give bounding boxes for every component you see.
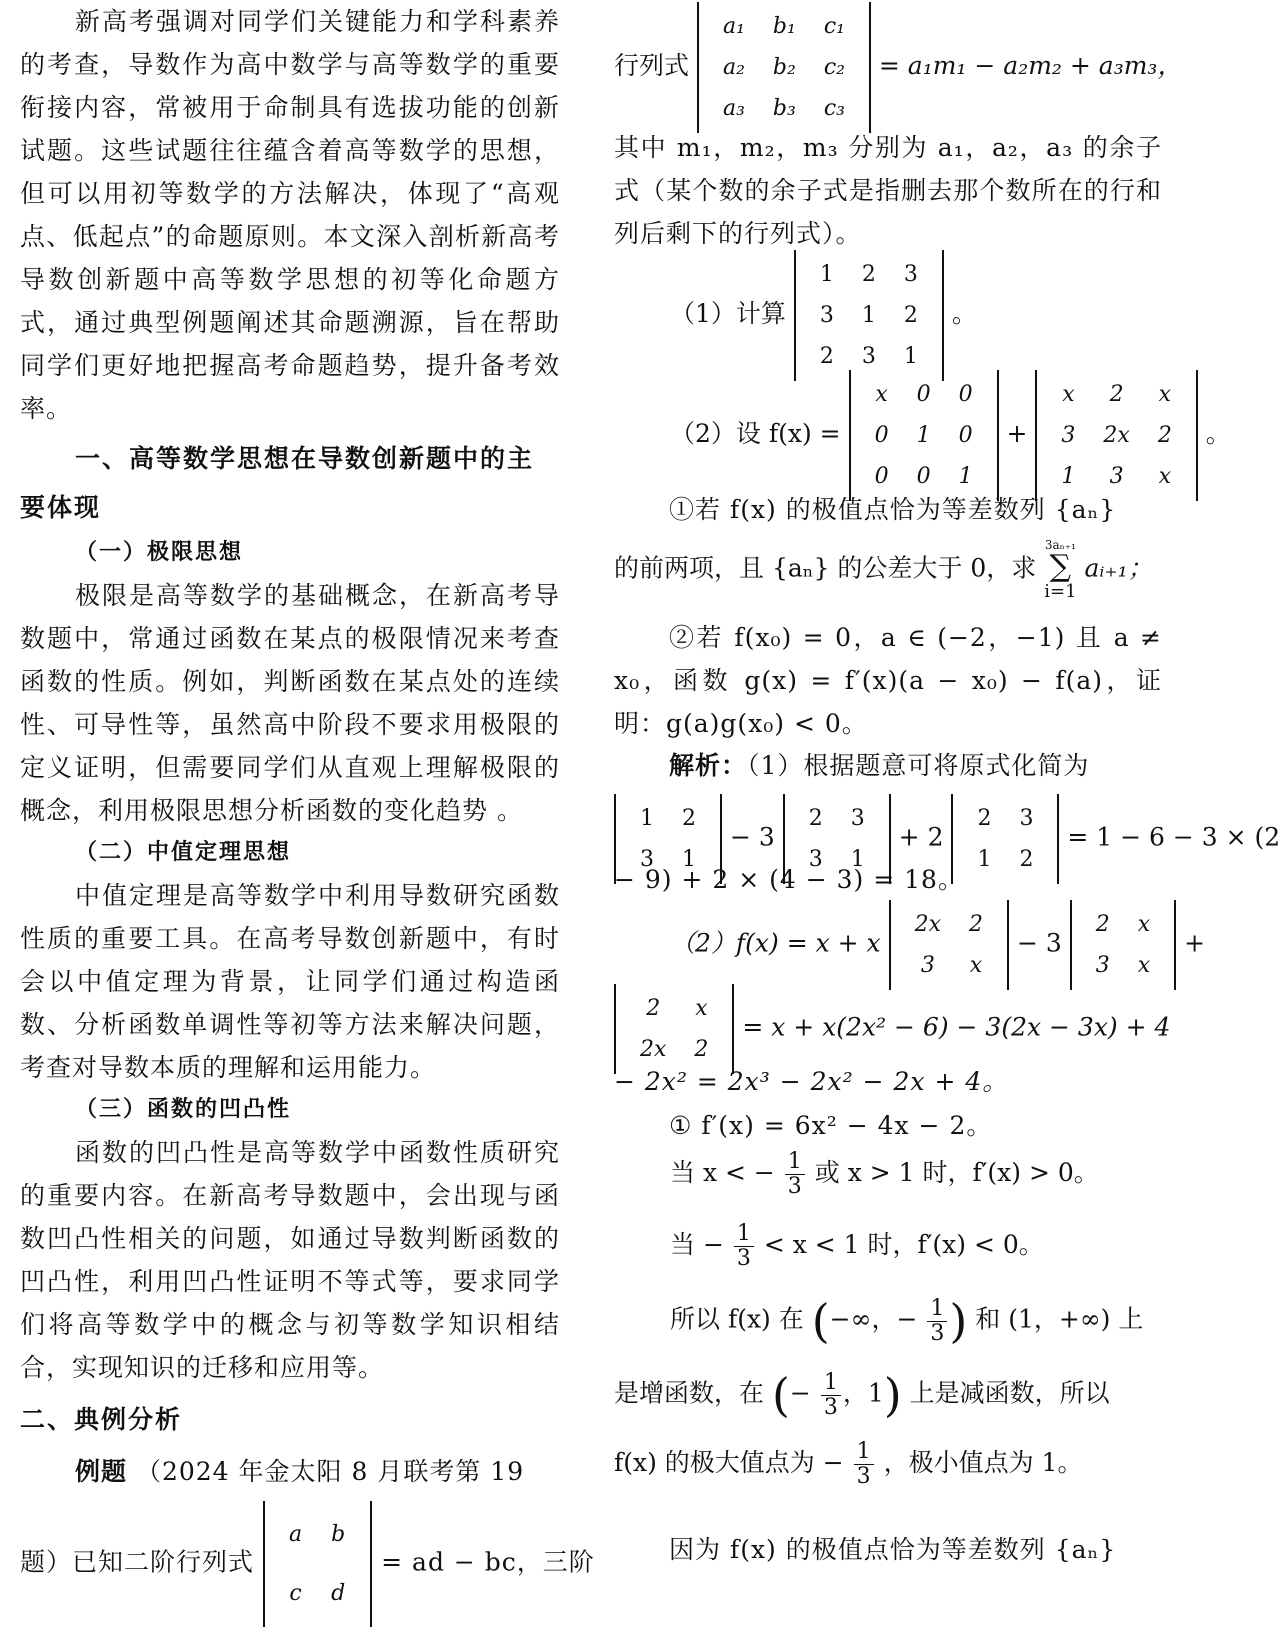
det-cell: 0 xyxy=(916,464,931,489)
det-cell: b₃ xyxy=(772,96,796,121)
fraction xyxy=(785,1150,805,1199)
det-cell: 1 xyxy=(916,423,931,448)
interval-text: 所以 f(x) 在 xyxy=(670,1304,804,1334)
det-cell: b xyxy=(331,1522,347,1547)
det-cell: 0 xyxy=(958,423,973,448)
solution-1-text: （1）根据题意可将原式化简为 xyxy=(747,751,1090,780)
sum-lower-limit: i=1 xyxy=(1044,581,1077,602)
det-sol2-b xyxy=(1070,900,1176,990)
det-cell: 2 xyxy=(977,806,992,831)
right-paren-icon: ) xyxy=(883,1368,902,1422)
subsection-1-title: （一）极限思想 xyxy=(75,540,244,565)
det-cell: 3 xyxy=(861,344,876,369)
increase-condition xyxy=(670,1150,1099,1199)
det-cell: 0 xyxy=(874,423,889,448)
subsection-2-text: 中值定理是高等数学中利用导数研究函数性质的重要工具。在高考导数创新题中，有时会以中值定理为背景，让同学们通过构造函数、分析函数单调性等初等方法来解决问题，考查对导数本质的理解和运用能力。 xyxy=(20,881,560,1082)
det-cell: 3 xyxy=(1109,464,1124,489)
interval-text: ，1 xyxy=(842,1378,884,1408)
left-column xyxy=(20,0,595,1627)
condition-text: 或 x > 1 时，f′(x) > 0。 xyxy=(814,1158,1099,1187)
condition-text: 当 x < − xyxy=(670,1158,775,1187)
fraction-numerator: 1 xyxy=(854,1440,874,1465)
det-cell: d xyxy=(331,1581,347,1606)
operator: − 3 xyxy=(729,822,775,852)
det-cell: a₁ xyxy=(722,14,745,39)
solution-2-label: （2）f(x) = x + x xyxy=(670,928,881,958)
summation xyxy=(1044,538,1076,602)
det-2x2-example xyxy=(263,1501,372,1627)
solution-1-result: = 1 − 6 − 3 × (2 xyxy=(1067,822,1280,852)
question-2 xyxy=(670,370,1231,501)
derivative-line: ① f′(x) = 6x² − 4x − 2。 xyxy=(669,1111,993,1140)
question-2-part-2: ②若 f(x₀) = 0，a ∈ (−2，−1) 且 a ≠ x₀，函数 g(x) = f′(x)(a − x₀) − f(a)，证明：g(a)g(x₀) < 0。 xyxy=(614,623,1162,738)
fraction-denominator: 3 xyxy=(736,1246,751,1271)
det-cell: 1 xyxy=(977,847,992,872)
det-cell: 0 xyxy=(916,382,931,407)
operator: + xyxy=(1184,928,1206,958)
solution-1-end: − 9) + 2 × (4 − 3) = 18。 xyxy=(614,865,964,894)
det-cell: 2 xyxy=(1019,847,1034,872)
det-cell: a xyxy=(288,1522,304,1547)
det-cell: 2 xyxy=(969,912,984,937)
det-cell: 3 xyxy=(640,847,654,872)
example-line-2-pre: 题）已知二阶行列式 xyxy=(20,1547,255,1577)
det-cell: 2 xyxy=(1095,912,1110,937)
det-cell: 2x xyxy=(1103,423,1130,448)
question-1 xyxy=(670,250,977,381)
solution-2-end: − 2x² = 2x³ − 2x² − 2x + 4。 xyxy=(614,1067,1009,1096)
det-cell: 2 xyxy=(694,1037,709,1062)
det-cell: 2 xyxy=(808,806,823,831)
sum-upper-limit: 3aₙ₊₁ xyxy=(1044,538,1076,552)
det-cell: 2 xyxy=(1109,382,1124,407)
det-cell: 3 xyxy=(903,262,918,287)
fraction xyxy=(734,1222,754,1271)
left-paren-icon: ( xyxy=(811,1294,830,1348)
subsection-3-text: 函数的凹凸性是高等数学中函数性质研究的重要内容。在新高考导数题中，会出现与函数凹凸性相关的问题，如通过导数判断函数的凹凸性，利用凹凸性证明不等式等，要求同学们将高等数学中的概念与初等数学知识相结合，实现知识的迁移和应用等。 xyxy=(20,1138,560,1382)
question-2-end: 。 xyxy=(1205,419,1231,448)
det-cell: x xyxy=(969,953,983,978)
det-cell: x xyxy=(1137,953,1151,978)
question-2-label: （2）设 f(x) = xyxy=(670,419,841,448)
det-cell: 2 xyxy=(646,996,661,1021)
det-cell: 2 xyxy=(861,262,876,287)
det-cell: b₂ xyxy=(772,55,796,80)
det-cell: 3 xyxy=(850,806,865,831)
det-cell: x xyxy=(1137,912,1151,937)
monotonic-intervals xyxy=(670,1294,1143,1348)
condition-text: 当 − xyxy=(670,1230,724,1259)
right-paren-icon: ) xyxy=(949,1294,968,1348)
det-cell: 2 xyxy=(903,303,918,328)
det-cell: c xyxy=(289,1581,303,1606)
det-question-1 xyxy=(794,250,944,381)
det-cell: 1 xyxy=(682,847,696,872)
det-cell: 3 xyxy=(808,847,823,872)
question-1-end: 。 xyxy=(951,299,977,328)
question-1-label: （1）计算 xyxy=(670,299,786,328)
interval-text: 上是减函数，所以 xyxy=(909,1378,1110,1408)
decreasing-interval xyxy=(614,1368,1110,1422)
det-cell: 2 xyxy=(819,344,834,369)
fraction-denominator: 3 xyxy=(856,1464,871,1489)
det-cell: 3 xyxy=(1019,806,1034,831)
det-cell: 0 xyxy=(958,382,973,407)
operator: + 2 xyxy=(898,822,944,852)
question-2-part-1-sum xyxy=(614,538,1153,602)
interval-text: 是增函数，在 xyxy=(614,1378,765,1408)
fraction xyxy=(821,1371,841,1420)
left-paren-icon: ( xyxy=(771,1368,790,1422)
fraction-denominator: 3 xyxy=(930,1320,945,1346)
example-line-1 xyxy=(20,1450,560,1493)
solution-1-intro xyxy=(614,744,1162,787)
fraction xyxy=(927,1297,947,1346)
fraction-numerator: 1 xyxy=(734,1222,754,1247)
det-question-2-a xyxy=(849,370,999,501)
example-source: （2024 年金太阳 8 月联考第 19 xyxy=(135,1457,525,1486)
subsection-2-title: （二）中值定理思想 xyxy=(75,840,292,865)
condition-text: < x < 1 时，f′(x) < 0。 xyxy=(763,1230,1044,1259)
det-cell: 3 xyxy=(1095,953,1110,978)
example-line-2-post: = ad − bc，三阶 xyxy=(381,1547,595,1577)
section-1-title: 一、高等数学思想在导数创新题中的主要体现 xyxy=(20,444,535,522)
det-3x3-definition xyxy=(697,2,871,133)
det-cell: 3 xyxy=(920,953,935,978)
intro-paragraph: 新高考强调对同学们关键能力和学科素养的考查，导数作为高中数学与高等数学的重要衔接内容，常被用于命制具有选拔功能的创新试题。这些试题往往蕴含着高等数学的思想，但可以用初等数学的方法解决，体现了“高观点、低起点”的命题原则。本文深入剖析新高考导数创新题中高等数学思想的初等化命题方式，通过典型例题阐述其命题溯源，旨在帮助同学们更好地把握高考命题趋势，提升备考效率。 xyxy=(20,7,560,423)
fraction-numerator: 1 xyxy=(785,1150,805,1175)
final-line: 因为 f(x) 的极值点恰为等差数列 {aₙ} xyxy=(669,1535,1117,1564)
fraction-denominator: 3 xyxy=(787,1174,802,1199)
det-cell: x xyxy=(1062,382,1075,407)
det-cell: a₂ xyxy=(722,55,745,80)
subsection-1-text: 极限是高等数学的基础概念，在新高考导数题中，常通过函数在某点的极限情况来考查函数的性质。例如，判断函数在某点处的连续性、可导性等，虽然高中阶段不要求用极限的定义证明，但需要同学们从直观上理解极限的概念，利用极限思想分析函数的变化趋势 。 xyxy=(20,581,560,825)
det-cell: c₁ xyxy=(823,14,845,39)
example-line-2 xyxy=(20,1501,595,1627)
question-2-part-1: ①若 f(x) 的极值点恰为等差数列 {aₙ} xyxy=(669,495,1117,524)
sigma-symbol: ∑ xyxy=(1049,549,1072,584)
interval-text: 和 (1，+∞) 上 xyxy=(975,1304,1144,1334)
det-cell: c₂ xyxy=(823,55,845,80)
det-cell: 1 xyxy=(861,303,876,328)
decrease-condition xyxy=(670,1222,1044,1271)
det3-definition xyxy=(614,2,1182,133)
solution-label: 解析： xyxy=(669,751,748,780)
det-cell: x xyxy=(875,382,888,407)
sum-line-text: 的前两项，且 {aₙ} 的公差大于 0，求 xyxy=(614,553,1037,583)
det3-expansion: = a₁m₁ − a₂m₂ + a₃m₃， xyxy=(878,51,1183,80)
det-cell: 2x xyxy=(914,912,942,937)
det-question-2-b xyxy=(1035,370,1197,501)
det-cell: 3 xyxy=(1061,423,1076,448)
solution-2-expansion: = x + x(2x² − 6) − 3(2x − 3x) + 4 xyxy=(742,1012,1171,1042)
solution-2-expr xyxy=(670,900,1205,990)
det-sol2-a xyxy=(889,900,1009,990)
fraction-denominator: 3 xyxy=(823,1394,838,1420)
interval-text: −∞，− xyxy=(829,1304,918,1334)
det-cell: 2x xyxy=(640,1037,667,1062)
det-cell: 0 xyxy=(874,464,889,489)
det-cell: b₁ xyxy=(772,14,796,39)
det-cell: 3 xyxy=(819,303,834,328)
det-cell: x xyxy=(1158,382,1172,407)
minor-definition: 其中 m₁，m₂，m₃ 分别为 a₁，a₂，a₃ 的余子式（某个数的余子式是指删去那个数所在的行和列后剩下的行列式）。 xyxy=(614,133,1162,248)
example-label: 例题 xyxy=(75,1457,128,1486)
det-cell: 1 xyxy=(1061,464,1076,489)
fraction-numerator: 1 xyxy=(821,1371,841,1396)
det-cell: c₃ xyxy=(823,96,845,121)
det-cell: x xyxy=(1158,464,1172,489)
det-cell: 2 xyxy=(682,806,696,831)
extreme-text: f(x) 的极大值点为 − xyxy=(614,1448,844,1477)
det-cell: 1 xyxy=(819,262,834,287)
det-cell: x xyxy=(695,996,708,1021)
det-cell: 1 xyxy=(958,464,973,489)
operator: − 3 xyxy=(1016,928,1062,958)
extreme-points xyxy=(614,1440,1082,1489)
sum-term: aᵢ₊₁； xyxy=(1084,553,1153,583)
section-2-title: 二、典例分析 xyxy=(20,1405,183,1434)
det-cell: 1 xyxy=(850,847,865,872)
interval-text: − xyxy=(789,1378,811,1408)
det-cell: 2 xyxy=(1157,423,1172,448)
det-cell: 1 xyxy=(640,806,654,831)
det-cell: 1 xyxy=(903,344,918,369)
det3-label: 行列式 xyxy=(614,51,690,80)
fraction xyxy=(854,1440,874,1489)
extreme-text: ，极小值点为 1。 xyxy=(883,1448,1083,1477)
fraction-numerator: 1 xyxy=(927,1297,947,1322)
plus-sign: + xyxy=(1006,419,1028,448)
subsection-3-title: （三）函数的凹凸性 xyxy=(75,1097,292,1122)
det-cell: a₃ xyxy=(722,96,745,121)
